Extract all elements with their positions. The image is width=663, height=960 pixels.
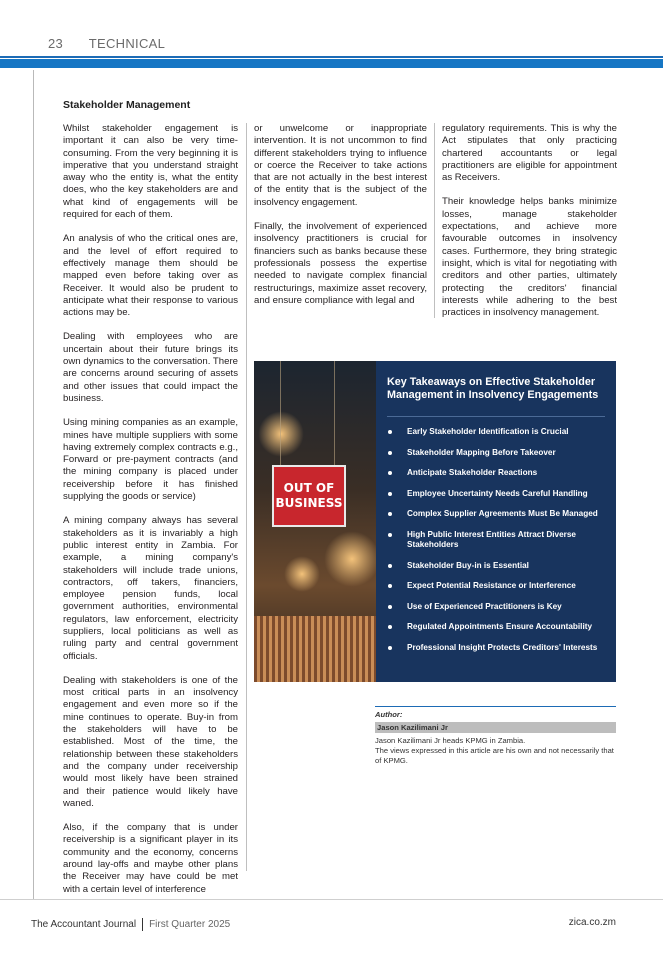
out-of-business-photo [254,361,376,682]
bullet-icon [388,533,392,537]
footer-separator [142,918,143,931]
takeaway-item: Expect Potential Resistance or Interference [387,581,609,592]
journal-name: The Accountant Journal [31,919,137,931]
running-header [48,36,165,51]
takeaway-item: Professional Insight Protects Creditors' Interests [387,643,609,654]
article-column-1 [63,123,238,908]
paragraph: Finally, the involvement of experienced insolvency practitioners is crucial for financiers such as banks because these professionals possess the expertise needed to navigate complex financial restructurings, maximize asset recovery, and ensure compliance with legal and [254,221,427,306]
article-column-3 [442,123,617,331]
takeaways-rule [387,416,605,417]
paragraph: regulatory requirements. This is why the Act stipulates that only practicing chartered accountants or legal practitioners are eligible for appointment as Receivers. [442,123,617,184]
takeaway-item: Stakeholder Mapping Before Takeover [387,448,609,459]
website-link[interactable]: zica.co.zm [568,917,616,928]
author-bio [375,736,616,765]
key-takeaways-feature [254,361,616,682]
footer-rule [0,899,663,900]
author-name: Jason Kazilimani Jr [375,722,616,733]
takeaway-item: Complex Supplier Agreements Must Be Managed [387,509,609,520]
author-rule [375,706,616,707]
bullet-icon [388,564,392,568]
takeaway-item: High Public Interest Entities Attract Diverse Stakeholders [387,530,609,551]
header-band [0,59,663,68]
bullet-icon [388,605,392,609]
page-number: 23 [48,36,64,51]
sign-string [334,361,335,465]
paragraph: An analysis of who the critical ones are, and the level of effort required to effectively manage them should be mapped even before taking over as Receiver. It would also be prudent to anticipate what their response to various actions may be. [63,233,238,319]
light-glow [284,556,320,592]
light-glow [258,411,304,457]
paragraph: Also, if the company that is under receivership is a significant player in its community and the economy, concerns around lay-offs and maybe other plans the Receiver may have could be met with a certain level of interference [63,822,238,895]
column-divider-2 [434,123,435,318]
author-bio-line: Jason Kazilimani Jr heads KPMG in Zambia. [375,736,526,745]
bullet-icon [388,512,392,516]
light-glow [324,531,376,587]
bullet-icon [388,625,392,629]
paragraph: Using mining companies as an example, mines have multiple suppliers with some having extremely complex contracts e.g., Forward or pre-payment contracts (and the mining company is placed under receivership before it has finished supplying the goods or service) [63,417,238,503]
bullet-icon [388,471,392,475]
section-label: TECHNICAL [88,36,166,51]
section-heading: Stakeholder Management [63,99,191,111]
bullet-icon [388,646,392,650]
takeaways-panel [376,361,616,682]
paragraph: Whilst stakeholder engagement is important it can also be very time-consuming. From the very beginning it is imperative that you understand straight away who the entity is, what the entity does, who the key stakeholders are and what kind of engagements will be required for each of them. [63,123,238,221]
paragraph: A mining company always has several stakeholders as it is invariably a high public interest entity in Zambia. For example, a mining company's stakeholders will include trade unions, contractors, off takers, financiers, employee pension funds, local government authorities, environmental regulators, law enforcement, electricity suppliers, local politicians as well as ruling party and central government officials. [63,515,238,662]
paragraph: or unwelcome or inappropriate intervention. It is not uncommon to find different stakeholders trying to influence or coerce the Receiver to take actions that are not actually in the best interest of the entity that is the subject of the insolvency engagement. [254,123,427,208]
sign-string [280,361,281,465]
takeaway-item: Regulated Appointments Ensure Accountability [387,622,609,633]
bullet-icon [388,584,392,588]
takeaways-title: Key Takeaways on Effective Stakeholder Management in Insolvency Engagements [387,376,599,401]
paragraph: Dealing with employees who are uncertain about their future brings its own dynamics to the conversation. There are concerns around securing of assets and other issues that could impact the business. [63,331,238,404]
takeaway-item: Stakeholder Buy-in is Essential [387,561,609,572]
footer-publication [31,918,230,931]
header-rule [0,56,663,58]
sign-text-line1: OUT OF [283,481,335,495]
left-margin-rule [33,70,34,900]
takeaways-list [387,427,609,663]
takeaway-item: Anticipate Stakeholder Reactions [387,468,609,479]
issue-label: First Quarter 2025 [149,919,231,931]
author-box [375,706,616,765]
window-bars [254,616,376,682]
out-of-business-sign [272,465,346,527]
bullet-icon [388,430,392,434]
takeaway-item: Use of Experienced Practitioners is Key [387,602,609,613]
sign-text-line2: BUSINESS [275,496,343,510]
paragraph: Their knowledge helps banks minimize losses, manage stakeholder expectations, and achieve more favourable outcomes in insolvency cases. Furthermore, they bring strategic insight, which is vital for negotiating with creditors and other parties, ultimately protecting the creditors' financial interests while adhering to the best practices in insolvency management. [442,196,617,319]
author-label: Author: [375,710,403,719]
takeaway-item: Early Stakeholder Identification is Crucial [387,427,609,438]
takeaway-item: Employee Uncertainty Needs Careful Handling [387,489,609,500]
column-divider-1 [246,123,247,871]
bullet-icon [388,492,392,496]
author-disclaimer: The views expressed in this article are his own and not necessarily that of KPMG. [375,745,614,765]
article-column-2 [254,123,427,319]
paragraph: Dealing with stakeholders is one of the most critical parts in an insolvency engagement and even more so if the mine continues to operate. Buy-in from the stakeholders will have to be established. Most of the time, the relationship between these stakeholders and the company under receivership would most likely have been strained and their patience would likely have waned. [63,674,238,809]
bullet-icon [388,451,392,455]
